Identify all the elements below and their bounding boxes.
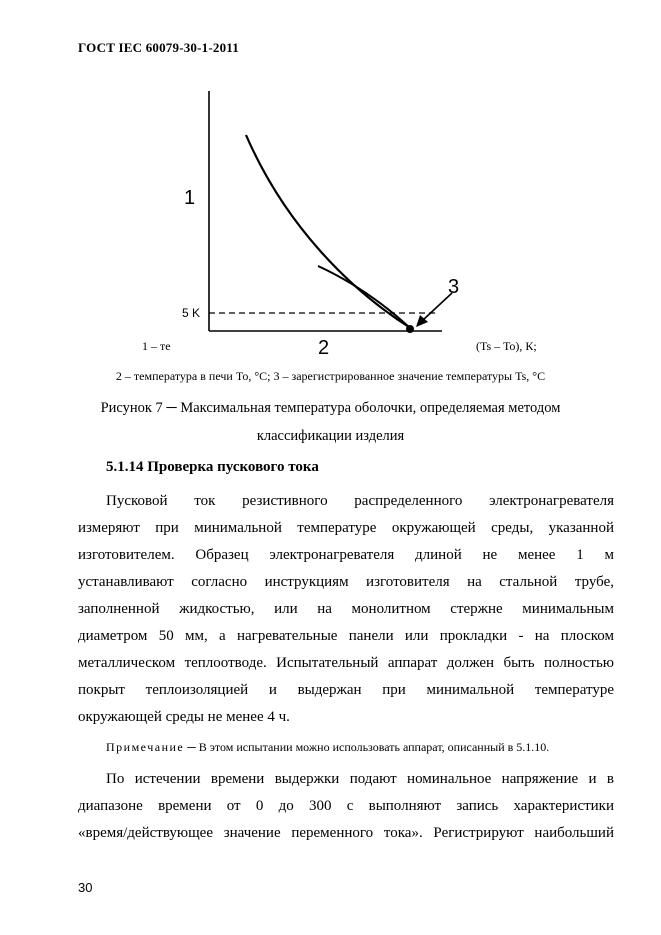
temperature-figure [170,85,470,360]
legend-line1-start: 1 – те [142,339,171,353]
temperature-curve [246,135,412,329]
note [106,740,549,755]
section-title: 5.1.14 Проверка пускового тока [106,459,319,475]
paragraph-line: По истечении времени выдержки подают номинальное напряжение и в [106,771,614,787]
paragraph-line: покрыт теплоизоляцией и выдержан при минимальной температуре [78,682,614,698]
paragraph-line: металлическом теплоотводе. Испытательный аппарат должен быть полностью [78,655,614,671]
page-number: 30 [78,880,93,895]
document-header: ГОСТ IEC 60079-30-1-2011 [78,40,239,55]
figure-caption-line2: классификации изделия [256,428,405,444]
paragraph-line: устанавливают согласно инструкциям изготовителя на стальной трубе, [78,574,614,590]
paragraph-line: окружающей среды не менее 4 ч. [78,709,290,725]
legend-line1-end: (Ts – To), К; [476,339,537,353]
point-label: 3 [448,276,460,298]
paragraph-1 [78,488,614,731]
figure-caption-line1: Рисунок 7 ─ Максимальная температура оболочки, определяемая методом [100,400,561,416]
paragraph-line: Пусковой ток резистивного распределенного электронагревателя [106,493,614,509]
note-text: ─ В этом испытании можно использовать аппарат, описанный в 5.1.10. [187,740,550,754]
paragraph-2 [78,766,614,847]
threshold-label: 5 K [182,306,201,320]
legend-line2: 2 – температура в печи To, °C; 3 – зарегистрированное значение температуры Ts, °C [115,369,546,383]
paragraph-line: «время/действующее значение переменного тока». Регистрируют наибольший [78,825,614,841]
paragraph-line: изготовителем. Образец электронагревателя длиной не менее 1 м [78,547,614,563]
paragraph-line: диаметром 50 мм, а нагревательные панели или прокладки - на плоском [78,628,614,644]
note-label: Примечание [106,740,185,754]
x-axis-label: 2 [318,337,330,359]
paragraph-line: измеряют при минимальной температуре окружающей среды, указанной [78,520,614,536]
y-axis-label: 1 [184,187,196,209]
paragraph-line: заполненной жидкостью, или на монолитном стержне минимальным [78,601,614,617]
max-point [406,325,414,333]
paragraph-line: диапазоне времени от 0 до 300 с выполняют запись характеристики [78,798,614,814]
